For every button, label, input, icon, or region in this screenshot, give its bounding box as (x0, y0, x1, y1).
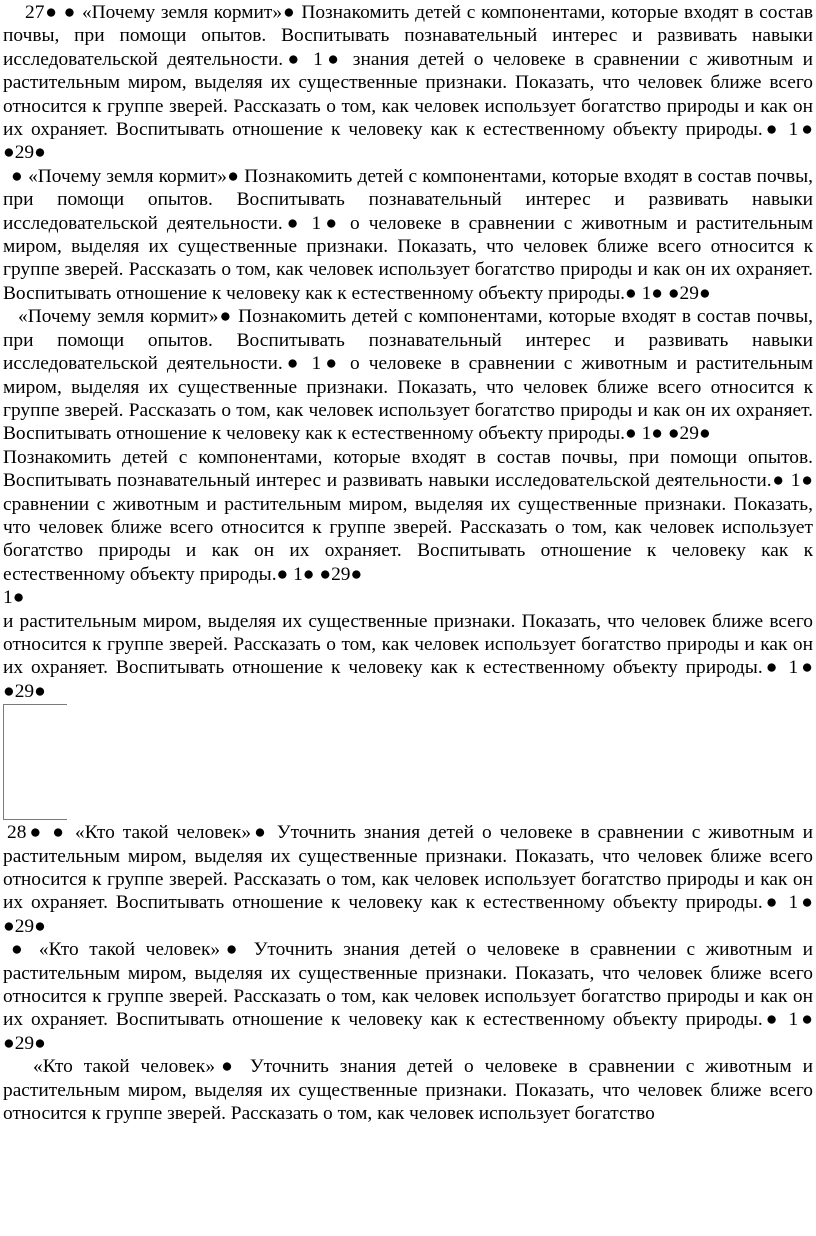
paragraph-9: «Кто такой человек»● Уточнить знания детей о человеке в сравнении с животным и растительным миром, выделяя их существенные признаки. Показать, что человек ближе всего относится к группе зверей. Рассказать о том, как человек использует богатство (3, 1056, 813, 1125)
paragraph-3: «Почему земля кормит»● Познакомить детей с компонентами, которые входят в состав почвы, при помощи опытов. Воспитывать познавательный интерес и развивать навыки исследовательской деятельности.● 1● о человеке в сравнении с животным и растительным миром, выделяя их существенные признаки. Показать, что человек ближе всего относится к группе зверей. Рассказать о том, как человек использует богатство природы и как он их охраняет. Воспитывать отношение к человеку как к естественному объекту природы.● 1● ●29● (3, 306, 813, 445)
paragraph-6: и растительным миром, выделяя их существенные признаки. Показать, что человек ближе всего относится к группе зверей. Рассказать о том, как человек использует богатство природы и как он их охраняет. Воспитывать отношение к человеку как к естественному объекту природы.● 1● ●29● (3, 610, 813, 702)
empty-frame (3, 704, 67, 820)
paragraph-7: 28● ● «Кто такой человек»● Уточнить знания детей о человеке в сравнении с животным и растительным миром, выделяя их существенные признаки. Показать, что человек ближе всего относится к группе зверей. Рассказать о том, как человек использует богатство природы и как он их охраняет. Воспитывать отношение к человеку как к естественному объекту природы.● 1● ●29● (3, 822, 813, 937)
paragraph-2: ● «Почему земля кормит»● Познакомить детей с компонентами, которые входят в состав почвы, при помощи опытов. Воспитывать познавательный интерес и развивать навыки исследовательской деятельности.● 1● о человеке в сравнении с животным и растительным миром, выделяя их существенные признаки. Показать, что человек ближе всего относится к группе зверей. Рассказать о том, как человек использует богатство природы и как он их охраняет. Воспитывать отношение к человеку как к естественному объекту природы.● 1● ●29● (3, 165, 813, 304)
paragraph-5: 1● (3, 587, 25, 609)
paragraph-1: 27● ● «Почему земля кормит»● Познакомить детей с компонентами, которые входят в состав почвы, при помощи опытов. Воспитывать познавательный интерес и развивать навыки исследовательской деятельности.● 1● знания детей о человеке в сравнении с животным и растительным миром, выделяя их существенные признаки. Показать, что человек ближе всего относится к группе зверей. Рассказать о том, как человек использует богатство природы и как он их охраняет. Воспитывать отношение к человеку как к естественному объекту природы.● 1● ●29● (3, 2, 813, 164)
paragraph-4: Познакомить детей с компонентами, которые входят в состав почвы, при помощи опытов. Воспитывать познавательный интерес и развивать навыки исследовательской деятельности.● 1● сравнении с животным и растительным миром, выделяя их существенные признаки. Показать, что человек ближе всего относится к группе зверей. Рассказать о том, как человек использует богатство природы и как он их охраняет. Воспитывать отношение к человеку как к естественному объекту природы.● 1● ●29● (3, 446, 813, 585)
paragraph-8: ● «Кто такой человек»● Уточнить знания детей о человеке в сравнении с животным и растительным миром, выделяя их существенные признаки. Показать, что человек ближе всего относится к группе зверей. Рассказать о том, как человек использует богатство природы и как он их охраняет. Воспитывать отношение к человеку как к естественному объекту природы.● 1● ●29● (3, 939, 813, 1054)
